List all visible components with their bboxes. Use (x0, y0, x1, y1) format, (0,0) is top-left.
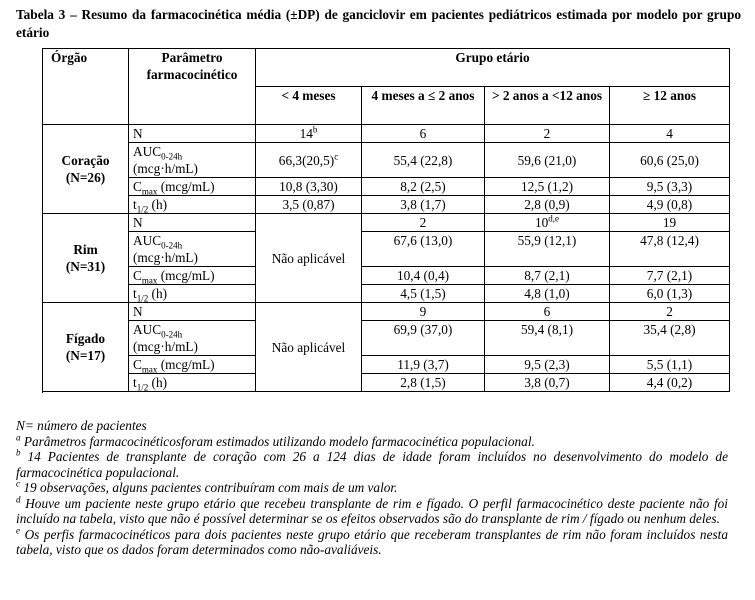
age-header-3: > 2 anos a <12 anos (485, 87, 610, 125)
footnote-ref-b: b (312, 124, 318, 135)
organ-heart-name: Coração (61, 153, 110, 168)
age-header-4: ≥ 12 anos (610, 87, 730, 125)
heart-t-1: 3,5 (0,87) (256, 196, 362, 214)
kidney-n-3: 10$^{d,e}$ (485, 214, 610, 232)
heart-auc-1: $66,3(20,5)^c$ (256, 143, 362, 178)
heart-n-4: 4 (610, 125, 730, 143)
organ-heart (43, 125, 129, 214)
liver-not-applicable: Não aplicável (256, 303, 362, 392)
liver-cmax-row (43, 356, 730, 374)
kidney-auc-4: 47,8 (12,4) (610, 232, 730, 267)
param-auc: $AUC_{0-24h}$ (mcg·h/mL) (129, 321, 256, 356)
liver-n-2: 9 (362, 303, 485, 321)
liver-auc-4: 35,4 (2,8) (610, 321, 730, 356)
param-n: N (129, 303, 256, 321)
liver-auc-row (43, 321, 730, 356)
kidney-cmax-4: 7,7 (2,1) (610, 267, 730, 285)
liver-t-4: 4,4 (0,2) (610, 374, 730, 392)
heart-t-2: 3,8 (1,7) (362, 196, 485, 214)
heart-n-2: 6 (362, 125, 485, 143)
param-cmax: $C_{max}$ (mcg/mL) (129, 356, 256, 374)
footnote-b: $^b$ 14 Pacientes de transplante de coração com 26 a 124 dias de idade foram incluídos no desenvolvimento do modelo de farmacocinética populacional. (16, 447, 728, 480)
header-parameter (129, 49, 256, 125)
organ-kidney-name: Rim (73, 242, 98, 257)
footnote-n: N= número de pacientes (16, 418, 147, 433)
param-cmax: $C_{max}$ (mcg/mL) (129, 178, 256, 196)
table-caption: Tabela 3 – Resumo da farmacocinética média (±DP) de ganciclovir em pacientes pediátricos estimada por modelo por grupo etário (16, 7, 741, 40)
header-organ: Órgão (43, 49, 129, 125)
kidney-n-4: 19 (610, 214, 730, 232)
param-half-life: $t_{1/2}$ (h) (129, 196, 256, 214)
kidney-t-row (43, 285, 730, 303)
organ-heart-count: (N=26) (65, 170, 106, 185)
liver-cmax-3: 9,5 (2,3) (485, 356, 610, 374)
heart-cmax-3: 12,5 (1,2) (485, 178, 610, 196)
heart-cmax-4: 9,5 (3,3) (610, 178, 730, 196)
organ-kidney-count: (N=31) (65, 259, 106, 274)
param-auc: $AUC_{0-24h}$ (mcg·h/mL) (129, 143, 256, 178)
organ-liver-count: (N=17) (65, 348, 106, 363)
liver-auc-2: 69,9 (37,0) (362, 321, 485, 356)
liver-n-3: 6 (485, 303, 610, 321)
kidney-t-3: 4,8 (1,0) (485, 285, 610, 303)
organ-kidney (43, 214, 129, 303)
footnote-e: $^e$ Os perfis farmacocinéticos para dois pacientes neste grupo etário que receberam transplantes de rim não foram incluídos nesta tabela, visto que os dados foram determinados como não-avaliáveis. (16, 525, 728, 557)
param-n: N (129, 214, 256, 232)
organ-liver-name: Fígado (65, 331, 106, 346)
heart-auc-3: 59,6 (21,0) (485, 143, 610, 178)
age-header-1: < 4 meses (256, 87, 362, 125)
organ-liver (43, 303, 129, 392)
heart-n-1: 14$^b$ (256, 125, 362, 143)
heart-auc-2: 55,4 (22,8) (362, 143, 485, 178)
footnote-ref-c: c (334, 151, 339, 162)
heart-t-3: 2,8 (0,9) (485, 196, 610, 214)
liver-auc-3: 59,4 (8,1) (485, 321, 610, 356)
kidney-t-4: 6,0 (1,3) (610, 285, 730, 303)
param-half-life: $t_{1/2}$ (h) (129, 285, 256, 303)
footnotes (16, 418, 728, 558)
kidney-auc-3: 55,9 (12,1) (485, 232, 610, 267)
heart-cmax-row (43, 178, 730, 196)
heart-cmax-2: 8,2 (2,5) (362, 178, 485, 196)
kidney-cmax-3: 8,7 (2,1) (485, 267, 610, 285)
kidney-n-2: 2 (362, 214, 485, 232)
footnote-d: $^d$ Houve um paciente neste grupo etário que recebeu transplante de rim e fígado. O perfil farmacocinético deste paciente não foi incluído na tabela, visto que não é possível determinar se os efeitos observados são do transplante de rim / fígado ou nenhum deles. (16, 494, 728, 526)
kidney-not-applicable: Não aplicável (256, 214, 362, 303)
heart-auc-row (43, 143, 730, 178)
liver-n-row (43, 303, 730, 321)
kidney-cmax-2: 10,4 (0,4) (362, 267, 485, 285)
header-row (43, 49, 730, 87)
liver-cmax-2: 11,9 (3,7) (362, 356, 485, 374)
heart-auc-4: 60,6 (25,0) (610, 143, 730, 178)
param-n: N (129, 125, 256, 143)
age-header-2: 4 meses a ≤ 2 anos (362, 87, 485, 125)
liver-t-3: 3,8 (0,7) (485, 374, 610, 392)
kidney-auc-2: 67,6 (13,0) (362, 232, 485, 267)
kidney-n-row (43, 214, 730, 232)
kidney-t-2: 4,5 (1,5) (362, 285, 485, 303)
liver-n-4: 2 (610, 303, 730, 321)
kidney-cmax-row (43, 267, 730, 285)
param-auc: $AUC_{0-24h}$ (mcg·h/mL) (129, 232, 256, 267)
heart-t-4: 4,9 (0,8) (610, 196, 730, 214)
header-age-group: Grupo etário (256, 49, 730, 87)
footnote-ref-de: d,e (548, 213, 560, 224)
footnote-a: $^a$ Parâmetros farmacocinéticosforam estimados utilizando modelo farmacocinética populacional. (16, 432, 535, 449)
header-parameter-line1: Parâmetro (161, 50, 223, 65)
liver-t-2: 2,8 (1,5) (362, 374, 485, 392)
heart-cmax-1: 10,8 (3,30) (256, 178, 362, 196)
pharmacokinetics-table (42, 48, 730, 392)
header-parameter-line2: farmacocinético (146, 67, 238, 82)
heart-t-row (43, 196, 730, 214)
liver-t-row (43, 374, 730, 392)
heart-n-row (43, 125, 730, 143)
kidney-auc-row (43, 232, 730, 267)
heart-n-3: 2 (485, 125, 610, 143)
param-cmax: $C_{max}$ (mcg/mL) (129, 267, 256, 285)
liver-cmax-4: 5,5 (1,1) (610, 356, 730, 374)
param-half-life: $t_{1/2}$ (h) (129, 374, 256, 392)
footnote-c: $^c$ 19 observações, alguns pacientes contribuíram com mais de um valor. (16, 478, 398, 495)
